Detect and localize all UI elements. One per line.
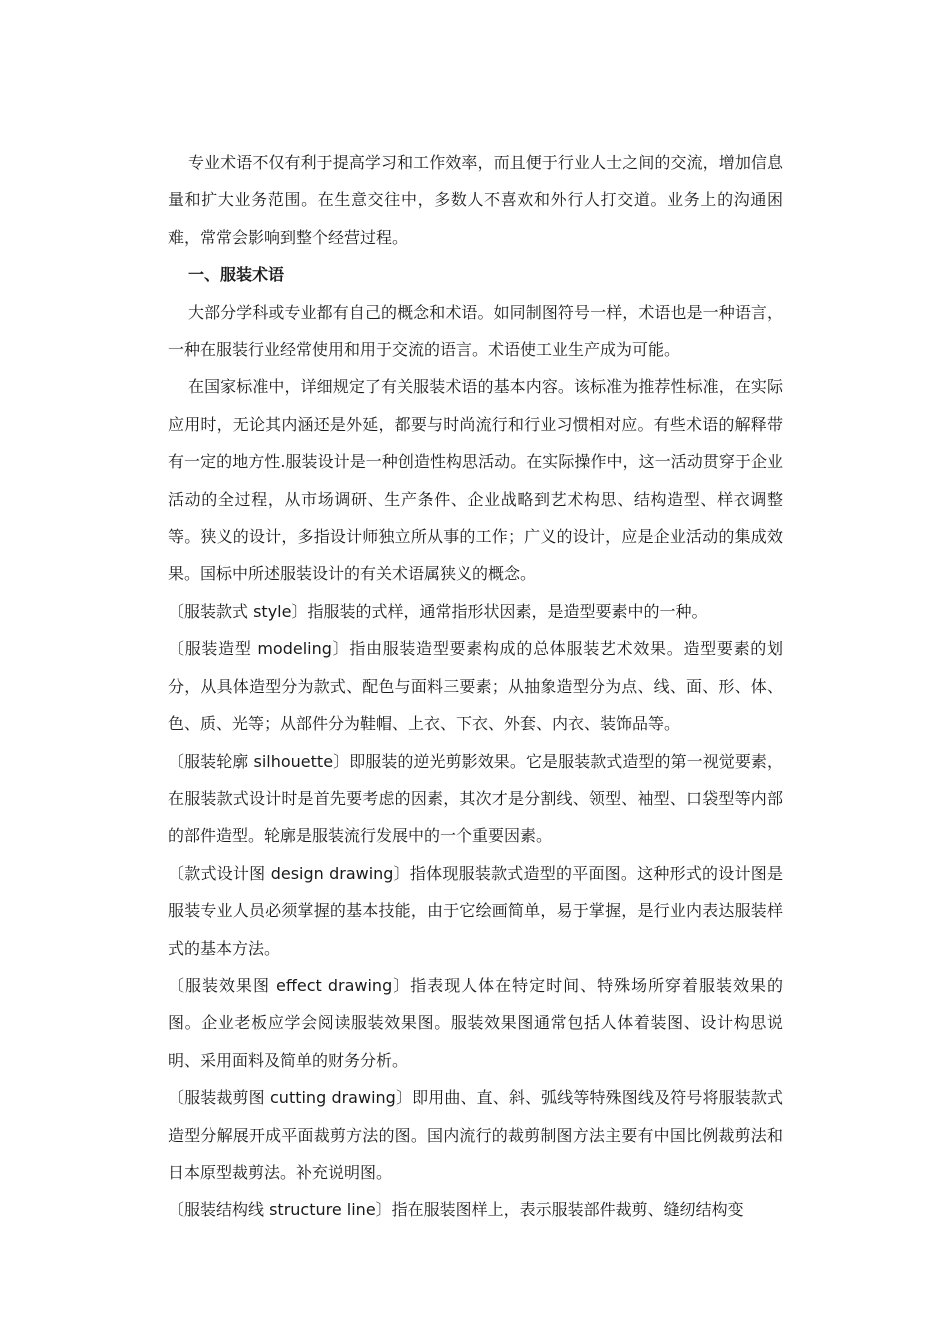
term-name: 〔服装效果图 effect drawing〕 [168, 975, 411, 995]
term-name: 〔服装结构线 structure line〕 [168, 1200, 392, 1220]
paragraph-national-standard: 在国家标准中，详细规定了有关服装术语的基本内容。该标准为推荐性标准，在实际应用时，无论其内涵还是外延，都要与时尚流行和行业习惯相对应。有些术语的解释带有一定的地方性.服装设计是一种创造性构思活动。在实际操作中，这一活动贯穿于企业活动的全过程，从市场调研、生产条件、企业战略到艺术构思、结构造型、样衣调整等。狭义的设计，多指设计师独立所从事的工作；广义的设计，应是企业活动的集成效果。国标中所述服装设计的有关术语属狭义的概念。 [168, 377, 783, 584]
term-description: 指体现服装款式造型的平面图。这种形式的设计图是服装专业人员必须掌握的基本技能，由于它绘画简单，易于掌握，是行业内表达服装样式的基本方法。 [168, 863, 783, 958]
term-entry-design-drawing [168, 855, 783, 967]
term-description: 即用曲、直、斜、弧线等特殊图线及符号将服装款式造型分解展开成平面裁剪方法的图。国内流行的裁剪制图方法主要有中国比例裁剪法和日本原型裁剪法。补充说明图。 [168, 1088, 783, 1182]
term-name: 〔服装裁剪图 cutting drawing〕 [168, 1088, 413, 1108]
term-name: 〔服装款式 style〕 [168, 601, 308, 621]
term-description: 指在服装图样上，表示服装部件裁剪、缝纫结构变 [391, 1200, 744, 1220]
term-entry-cutting-drawing [168, 1079, 783, 1191]
term-description: 指服装的式样，通常指形状因素，是造型要素中的一种。 [307, 601, 708, 621]
term-name: 〔服装轮廓 silhouette〕 [168, 751, 350, 771]
term-description: 指由服装造型要素构成的总体服装艺术效果。造型要素的划分，从具体造型分为款式、配色与面料三要素；从抽象造型分为点、线、面、形、体、色、质、光等；从部件分为鞋帽、上衣、下衣、外套、内衣、装饰品等。 [168, 639, 783, 734]
term-description: 指表现人体在特定时间、特殊场所穿着服装效果的图。企业老板应学会阅读服装效果图。服装效果图通常包括人体着装图、设计构思说明、采用面料及简单的财务分析。 [168, 975, 783, 1070]
term-description: 即服装的逆光剪影效果。它是服装款式造型的第一视觉要素，在服装款式设计时是首先要考虑的因素，其次才是分割线、领型、袖型、口袋型等内部的部件造型。轮廓是服装流行发展中的一个重要因素。 [168, 751, 783, 846]
term-name: 〔服装造型 modeling〕 [168, 639, 350, 659]
paragraph-terminology: 大部分学科或专业都有自己的概念和术语。如同制图符号一样，术语也是一种语言，一种在服装行业经常使用和用于交流的语言。术语使工业生产成为可能。 [168, 302, 783, 360]
term-entry-modeling [168, 630, 783, 742]
term-entry-silhouette [168, 743, 783, 855]
term-entry-effect-drawing [168, 967, 783, 1079]
term-name: 〔款式设计图 design drawing〕 [168, 863, 410, 883]
intro-paragraph: 专业术语不仅有利于提高学习和工作效率，而且便于行业人士之间的交流，增加信息量和扩大业务范围。在生意交往中，多数人不喜欢和外行人打交道。业务上的沟通困难，常常会影响到整个经营过程。 [168, 153, 783, 247]
term-entry-style [168, 593, 783, 630]
document-page [168, 144, 783, 1229]
term-entry-structure-line [168, 1191, 783, 1228]
section-heading: 一、服装术语 [188, 265, 285, 285]
